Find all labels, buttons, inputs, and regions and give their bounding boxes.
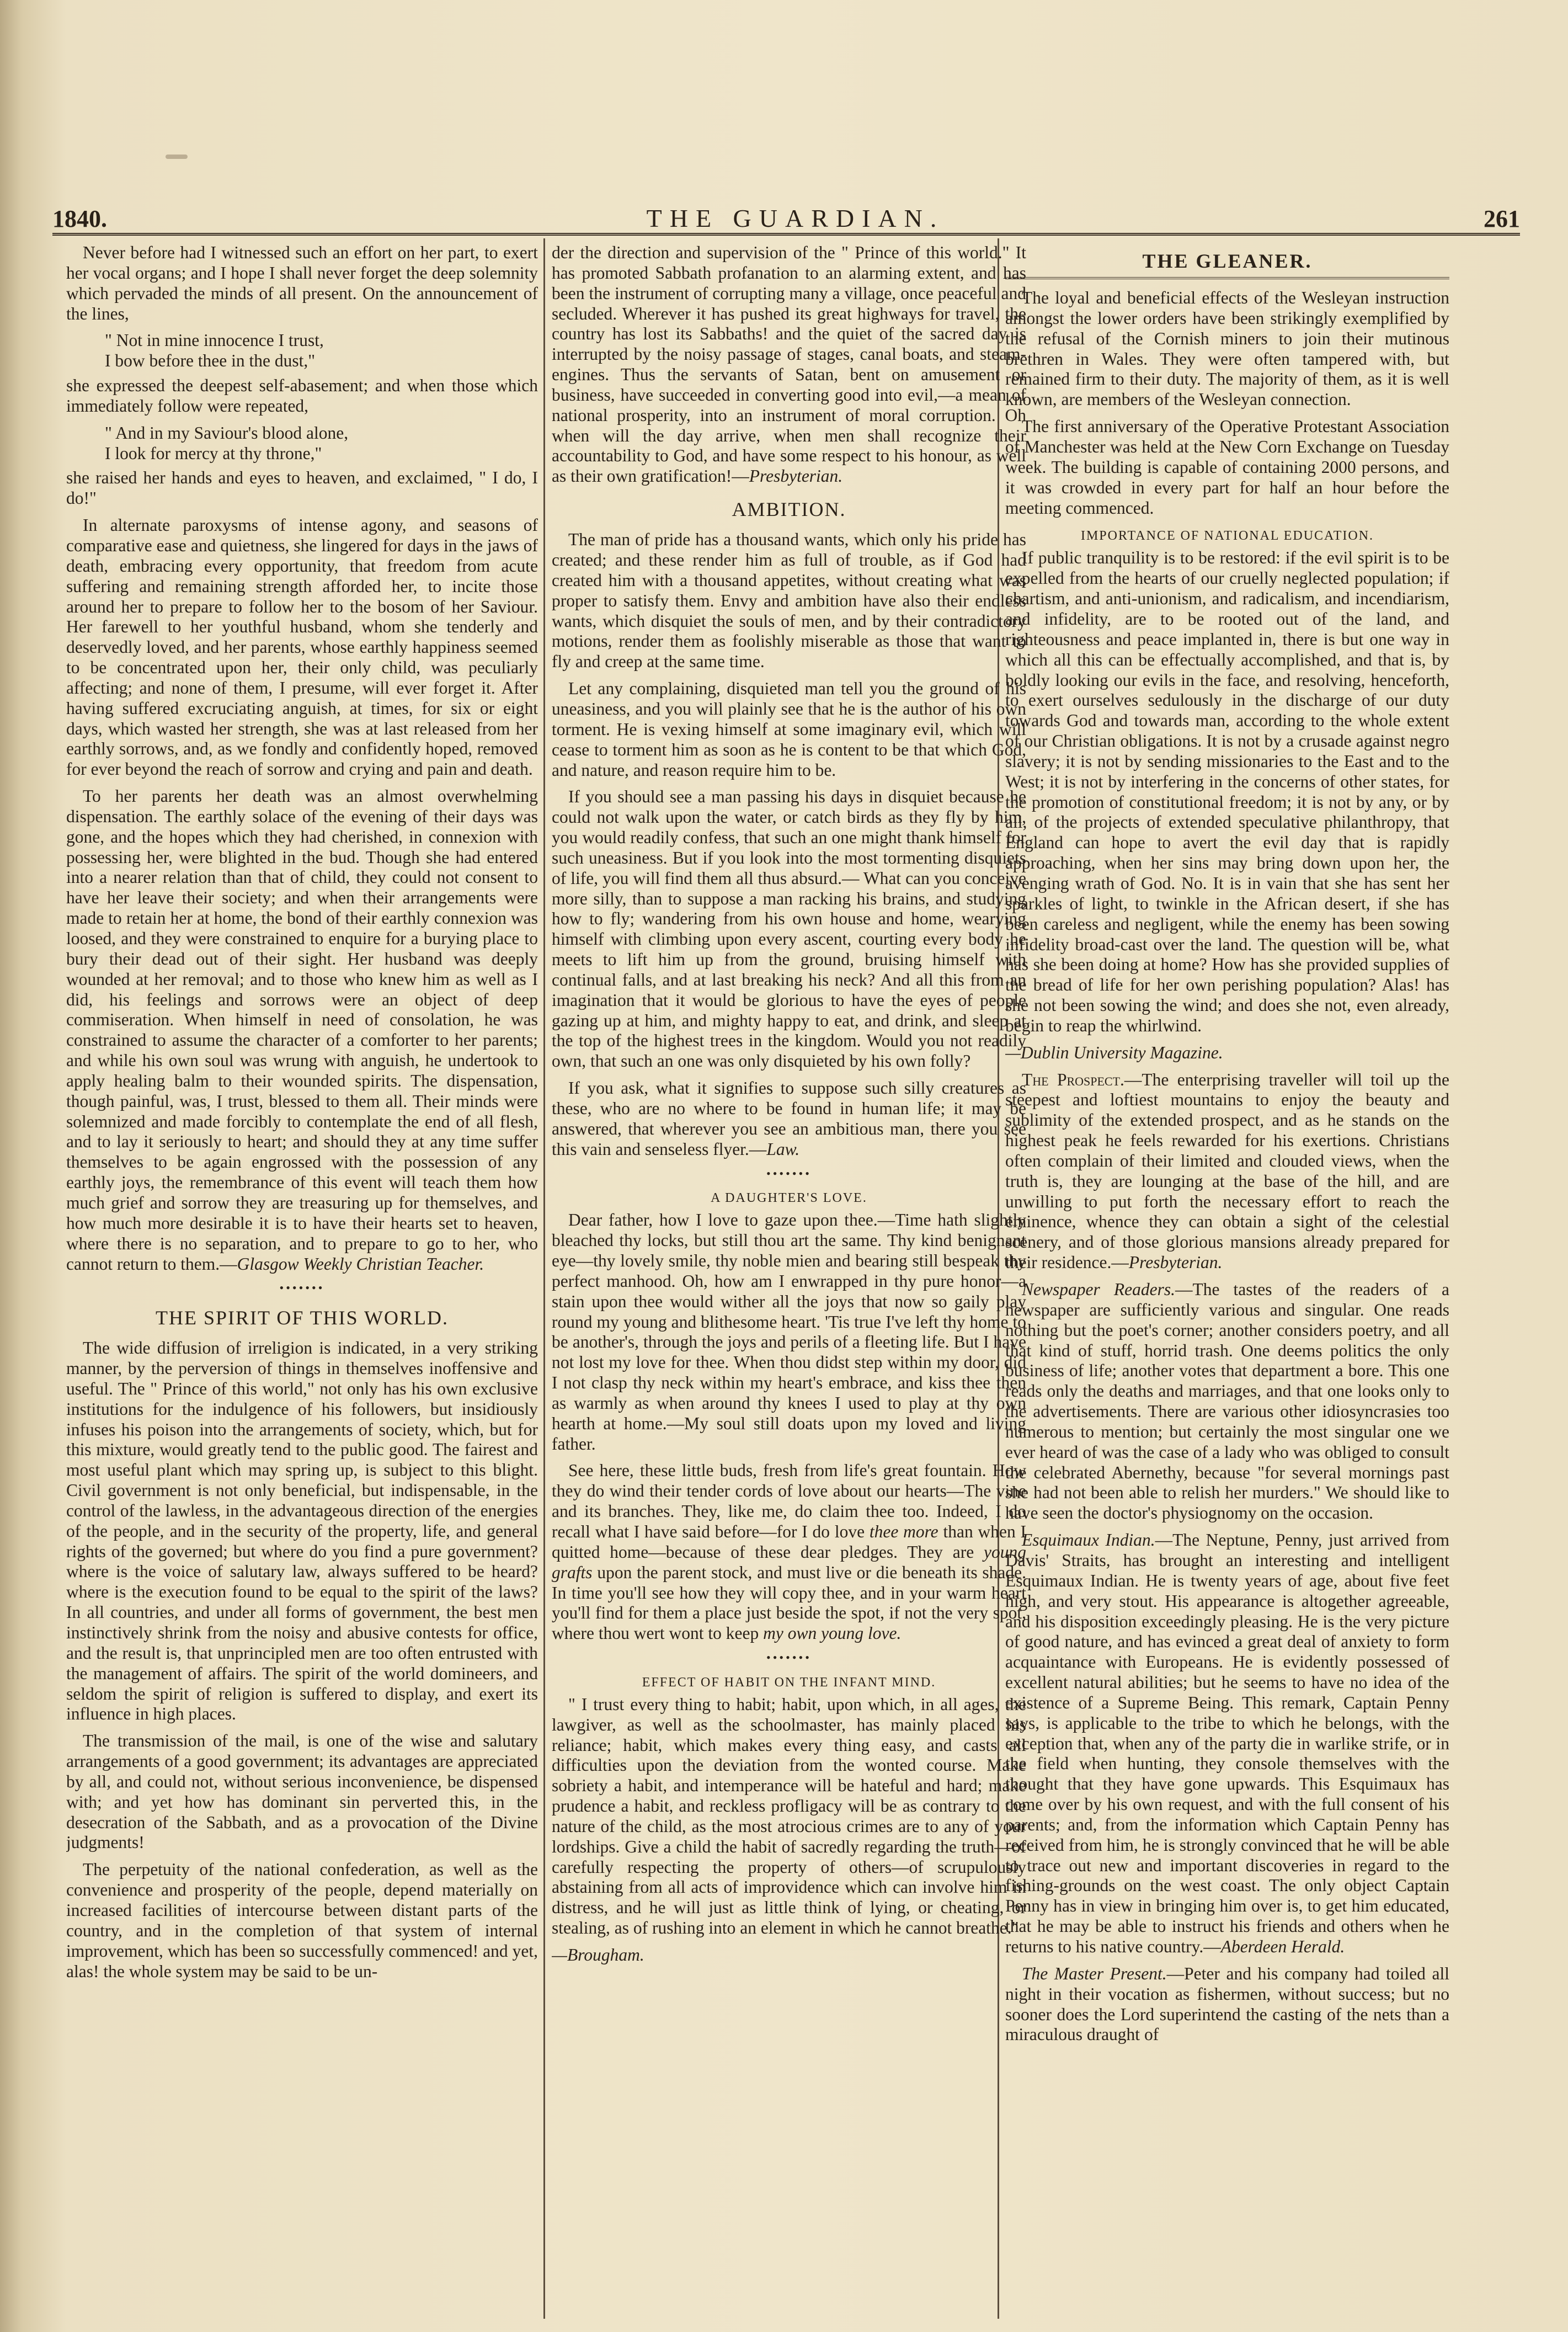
paragraph [1005, 1964, 1449, 2045]
paragraph: Dear father, how I love to gaze upon thee.—Time hath slightly bleached thy locks, but still thou art the same. Thy kind benignant eye—thy lovely smile, thy noble mien and bearing still bespeak thy perfect manhood. Oh, how am I enwrapped in thy pure honor—a stain upon thee would wither all the joys that now so gaily play round my young and blithesome heart. 'Tis true I've left thy home to be another's, through the joys and perils of a fleeting life. But I have not lost my love for thee. When thou didst step within my door, did I not clasp thy neck within my heart's embrace, and kiss thee then as warmly as when around thy knees I used to play at thy own hearth at home.—My soul still doats upon my loved and living father. [552, 1210, 1026, 1453]
paragraph: The perpetuity of the national confederation, as well as the convenience and prosperity of the people, depend materially on increased facilities of intercourse between distant parts of the country, and in the completion of that system of internal improvement, which has been so successfully commenced! and yet, alas! the whole system may be said to be un- [66, 1860, 538, 1981]
article-heading: AMBITION. [732, 498, 846, 521]
page-number: 261 [1484, 205, 1520, 232]
paragraph-text: To her parents her death was an almost overwhelming dispensation. The earthly solace of the evening of their days was gone, and the hopes which they had cherished, in connexion with possessing her, were blighted in the bud. Though she had entered into a nearer relation than that of child, they could not consent to have her leave their society; and when their arrangements were made to retain her at home, the bond of their earthly connexion was loosed, and they were constrained to enquire for a burying place to bury their dead out of their sight. Her husband was deeply wounded at her removal; and to those who knew him as well as I did, his feelings and sorrows were an object of deep commiseration. When himself in need of consolation, he was constrained to assume the character of a comforter to her parents; and while his own soul was wrung with anguish, he undertook to apply healing balm to their wounded spirits. The dispensation, though painful, was, I trust, blessed to them all. Their minds were solemnized and made forcibly to contemplate the end of all flesh, and to lay it seriously to heart; and should they at any time suffer themselves to be again engrossed with the possession of any earthly joys, the remembrance of this event will teach them how much grief and sorrow they are treasuring up for themselves, and how much more desirable it is to have their hearts set to heaven, where there is no separation, and to prepare to go to her, who cannot return to them.— [66, 786, 538, 1274]
paragraph-text: —Peter and his company had toiled all night in their vocation as fishermen, without success; but no sooner does the Lord superintend the casting of the nets than a miraculous draught of [1005, 1963, 1449, 2045]
paragraph [1005, 1530, 1449, 1957]
emphasis-text: thee more [869, 1522, 938, 1542]
article-heading: THE SPIRIT OF THIS WORLD. [155, 1307, 449, 1329]
page-header [52, 194, 1520, 236]
paragraph [552, 1461, 1026, 1644]
paragraph-text: If you ask, what it signifies to suppose such silly creatures as these, who are no where to be found in human life; it may be answered, that wherever you see an ambitious man, there you see this vain and senseless flyer.— [552, 1078, 1026, 1159]
ink-smudge [166, 155, 188, 159]
paragraph-text: —The Neptune, Penny, just arrived from Davis' Straits, has brought an interesting and intelligent Esquimaux Indian. He is twenty years of age, about five feet high, and very stout. His appearance is altogether agreeable, and his disposition exceedingly pleasing. He is the very picture of good nature, and has evinced a great deal of anxiety to form acquaintance with Europeans. He is evidently possessed of excellent natural abilities; but he seems to have no idea of the existence of a Supreme Being. This remark, Captain Penny says, is applicable to the tribe to which he belongs, with the exception that, when any of the party die in warlike strife, or in the field when hunting, they console themselves with the thought that they have gone upwards. This Esquimaux has come over by his own request, and with the full consent of his parents; and, from the information which Captain Penny has received from him, he is strongly convinced that he will be able to trace out new and important discoveries in regard to the fishing-grounds on the west coast. The only object Captain Penny has in view in bringing him over is, to get him educated, that he may be able to instruct his friends and others when he returns to his native country.— [1005, 1530, 1449, 1956]
paragraph-text: der the direction and supervision of the " Prince of this world." It has promoted Sabbath profanation to an alarming extent, and has been the instrument of corrupting many a village, once peaceful and secluded. Wherever it has pushed its great highways for travel, the country has lost its Sabbaths! and the quiet of the sacred day is interrupted by the noisy passage of stages, canal boats, and steam-engines. Thus the servants of Satan, bent on amusement or business, have succeeded in converting good into evil,—a mean of national prosperity, into an instrument of moral corruption. Oh when will the day arrive, when men shall recognize their accountability to God, and have some respect to his honour, as well as their own gratification!— [552, 243, 1026, 486]
paragraph: The transmission of the mail, is one of the wise and salutary arrangements of a good government; its advantages are appreciated by all, and could not, without serious inconvenience, be dispensed with; and yet how has dominant sin perverted this, in the desecration of the Sabbath, and as a provocation of the Divine judgments! [66, 1731, 538, 1852]
paragraph [1005, 1280, 1449, 1524]
paragraph-text: See here, these little buds, fresh from life's great fountain. How they do wind their tender cords of love about our hearts—The vine and its branches. They, like me, do claim thee too. Indeed, I do recall what I have said before—for I do love [552, 1461, 1026, 1542]
paragraph: " I trust every thing to habit; habit, upon which, in all ages, the lawgiver, as well as the schoolmaster, has mainly placed his reliance; habit, which makes every thing easy, and casts all difficulties upon the deviation from the wonted course. Make sobriety a habit, and intemperance will be hateful and hard; make prudence a habit, and reckless profligacy will be as contrary to the nature of the child, as the most atrocious crimes are to any of your lordships. Give a child the habit of sacredly regarding the truth—of carefully respecting the property of others—of scrupulously abstaining from all acts of improvidence which can involve him in distress, and he will just as little think of lying, or cheating, or stealing, as of rushing into an element in which he cannot breathe." [552, 1694, 1026, 1938]
paragraph [552, 1078, 1026, 1159]
verse-quote [105, 331, 538, 371]
article-heading: EFFECT OF HABIT ON THE INFANT MIND. [642, 1675, 936, 1690]
header-year: 1840. [52, 205, 107, 232]
paragraph-text: upon the parent stock, and must live or die beneath its shade. In time you'll see how they will copy thee, and in your warm heart you'll find for them a place just beside the spot, if not the very spot, where thou wert wont to keep [552, 1562, 1026, 1643]
paragraph: The wide diffusion of irreligion is indicated, in a very striking manner, by the perversion of things in themselves inoffensive and useful. The " Prince of this world," not only has his own exclusive institutions for the indulgence of his followers, but insidiously infuses his poison into the arrangements of society, which, but for this mixture, would greatly tend to the public good. The fairest and most useful plant which may spring up, is subject to this blight. Civil government is not only beneficial, but indispensable, in the control of the lawless, in the advantageous direction of the energies of the people, and in the security of the property, life, and general rights of the governed; but where do you find a pure government? where is the voice of salutary law, always suffered to be heard? where is the execution found to be equal to the spirit of the laws? In all countries, and under all forms of government, the best men instinctively shrink from the noisy and abusive contests for office, and the result is, that unprincipled men are too often entrusted with the management of affairs. The spirit of the world domineers, and seldom the spirit of religion is suffered to display, and exert its influence in high places. [66, 1338, 538, 1724]
source-attribution: —Brougham. [552, 1945, 644, 1965]
paragraph: The loyal and beneficial effects of the Wesleyan instruction amongst the lower orders have been strikingly exemplified by the refusal of the Cornish miners to join their mutinous brethren in Wales. They were often tampered with, but remained firm to their duty. The majority of them, as it is well known, are members of the Wesleyan connection. [1005, 288, 1449, 409]
ornament-divider: ••••••• [279, 1281, 325, 1295]
masthead-title: THE GUARDIAN. [646, 204, 945, 232]
source-attribution: Law. [766, 1139, 800, 1159]
item-lead: Newspaper Readers. [1022, 1280, 1175, 1299]
column-3 [1005, 243, 1449, 2318]
paragraph: If public tranquility is to be restored: if the evil spirit is to be expelled from the hearts of our cruelly neglected population; if chartism, and anti-unionism, and radicalism, and incendiarism, and infidelity, are to be rooted out of the land, and righteousness and peace implanted in, there is but one way in which all this can be effectually accomplished, and that is, by boldly looking our evils in the face, and resolving, henceforth, to exert ourselves sedulously in the discharge of our duty towards God and towards man, according to the whole extent of our Christian obligations. It is not by a crusade against negro slavery; it is not by sending missionaries to the East and to the West; it is not by interfering in the concerns of other states, for the promotion of constitutional freedom; it is not by any, or by all, of the projects of extended speculative philanthropy, that England can hope to avert the evil day that is rapidly approaching, when her sins may bring down upon her, the avenging wrath of God. No. It is in vain that she has sent her sparkles of light, to twinkle in the African desert, if she has been careless and negligent, while the enemy has been sowing infidelity broad-cast over the land. The question will be, what has she been doing at home? How has she provided supplies of the bread of life for her own perishing population? Alas! has she not been sowing the wind; and does she not, even already, begin to reap the whirlwind. [1005, 548, 1449, 1035]
verse-line: I look for mercy at thy throne," [105, 443, 322, 463]
ornament-divider: ••••••• [766, 1650, 812, 1665]
paragraph [66, 786, 538, 1274]
column-1 [66, 243, 538, 2318]
source-attribution: Presbyterian. [1128, 1253, 1223, 1273]
ornament-divider: ••••••• [766, 1166, 812, 1180]
item-lead: The Master Present. [1022, 1963, 1167, 1983]
paragraph [552, 243, 1026, 487]
verse-quote [105, 423, 538, 464]
source-attribution: Glasgow Weekly Christian Teacher. [237, 1254, 484, 1274]
item-lead: Esquimaux Indian. [1022, 1530, 1155, 1550]
paragraph-text: —The tastes of the readers of a newspaper are sufficiently various and singular. One reads nothing but the poet's corner; another considers poetry, and all that kind of stuff, horrid trash. One deems politics the only business of life; another votes that department a bore. This one reads only the deaths and marriages, and that one looks only to the advertisements. There are various other idiosyncrasies too numerous to mention; but certainly the most singular one we ever heard of was the case of a lady who was obliged to consult the celebrated Abernethy, because "for several mornings past she had not been able to relish her murders." We should like to have seen the doctor's physiognomy on the occasion. [1005, 1280, 1449, 1523]
verse-line: " Not in mine innocence I trust, [105, 331, 324, 350]
paragraph: Let any complaining, disquieted man tell you the ground of his uneasiness, and you will plainly see that he is the author of his own torment. He is vexing himself at some imaginary evil, which will cease to torment him as soon as he is content to be that which God, and nature, and reason require him to be. [552, 679, 1026, 780]
article-heading: IMPORTANCE OF NATIONAL EDUCATION. [1080, 529, 1374, 544]
paragraph: If you should see a man passing his days in disquiet because he could not walk upon the water, or catch birds as they fly by him, you would readily confess, that such an one might thank himself for such uneasiness. But if you look into the most tormenting disquiets of life, you will find them all thus absurd.— What can you conceive more silly, than to suppose a man racking his brains, and studying how to fly; wandering from his own house and home, wearying himself with climbing upon every ascent, courting every body he meets to lift him up from the ground, bruising himself with continual falls, and at last breaking his neck? And all this from an imagination that it would be glorious to have the eyes of people gazing up at him, and mighty happy to eat, and drink, and sleep at the top of the highest trees in the kingdom. Would you not readily own, that such an one was only disquieted by his own folly? [552, 787, 1026, 1071]
item-lead: The Prospect. [1022, 1069, 1124, 1089]
verse-line: " And in my Saviour's blood alone, [105, 423, 349, 443]
emphasis-text: my own young love. [763, 1623, 902, 1643]
column-2 [552, 243, 1026, 2318]
emphasis-text: young grafts [552, 1542, 1026, 1582]
paragraph: In alternate paroxysms of intense agony, and seasons of comparative ease and quietness, she lingered for days in the jaws of death, embracing every opportunity, that freedom from acute suffering and remaining strength afforded her, to incite those around her to prepare to follow her to the bosom of her Saviour. Her farewell to her youthful husband, whom she tenderly and deservedly loved, and her parents, whose earthly happiness seemed to be concentrated upon her, their only child, was peculiarly affecting; and none of them, I presume, will ever forget it. After having suffered excruciating anguish, at times, for six or eight days, which wasted her strength, she was at last released from her earthly sorrows, and, as we fondly and confidently hoped, removed for ever beyond the reach of sorrow and crying and pain and death. [66, 515, 538, 779]
paragraph: she raised her hands and eyes to heaven, and exclaimed, " I do, I do!" [66, 468, 538, 508]
section-heading: THE GLEANER. [1005, 249, 1449, 279]
source-attribution: Presbyterian. [749, 466, 843, 486]
paragraph: Never before had I witnessed such an effort on her part, to exert her vocal organs; and I hope I shall never forget the deep solemnity which pervaded the minds of all present. On the announcement of the lines, [66, 243, 538, 323]
paragraph: The man of pride has a thousand wants, which only his pride has created; and these render him as full of trouble, as if God had created him with a thousand appetites, without creating what was proper to satisfy them. Envy and ambition have also their endless wants, which disquiet the souls of men, and by their contradictory motions, render them as foolishly miserable as those that want to fly and creep at the same time. [552, 530, 1026, 672]
paragraph: The first anniversary of the Operative Protestant Association of Manchester was held at the New Corn Exchange on Tuesday week. The building is capable of containing 2000 persons, and it was crowded in every part for half an hour before the meeting commenced. [1005, 417, 1449, 518]
paragraph: she expressed the deepest self-abasement; and when those which immediately follow were repeated, [66, 376, 538, 416]
paragraph-text: —The enterprising traveller will toil up the steepest and loftiest mountains to enjoy the beauty and sublimity of the extended prospect, and as he stands on the highest peak he feels rewarded for his exertions. Christians often complain of their limited and clouded views, when the truth is, they are lounging at the base of the hill, and are unwilling to put forth the necessary effort to reach the eminence, whence they can obtain a sight of the celestial scenery, and of those glorious mansions already prepared for their residence.— [1005, 1069, 1449, 1273]
article-heading: A DAUGHTER'S LOVE. [711, 1191, 867, 1206]
verse-line: I bow before thee in the dust," [105, 351, 316, 371]
source-attribution: Aberdeen Herald. [1220, 1937, 1345, 1956]
column-rule [543, 238, 545, 2319]
source-attribution: —Dublin University Magazine. [1005, 1042, 1223, 1062]
paragraph-text: than when I quitted home—because of these dear pledges. They are [552, 1522, 1026, 1562]
paragraph [1005, 1070, 1449, 1273]
